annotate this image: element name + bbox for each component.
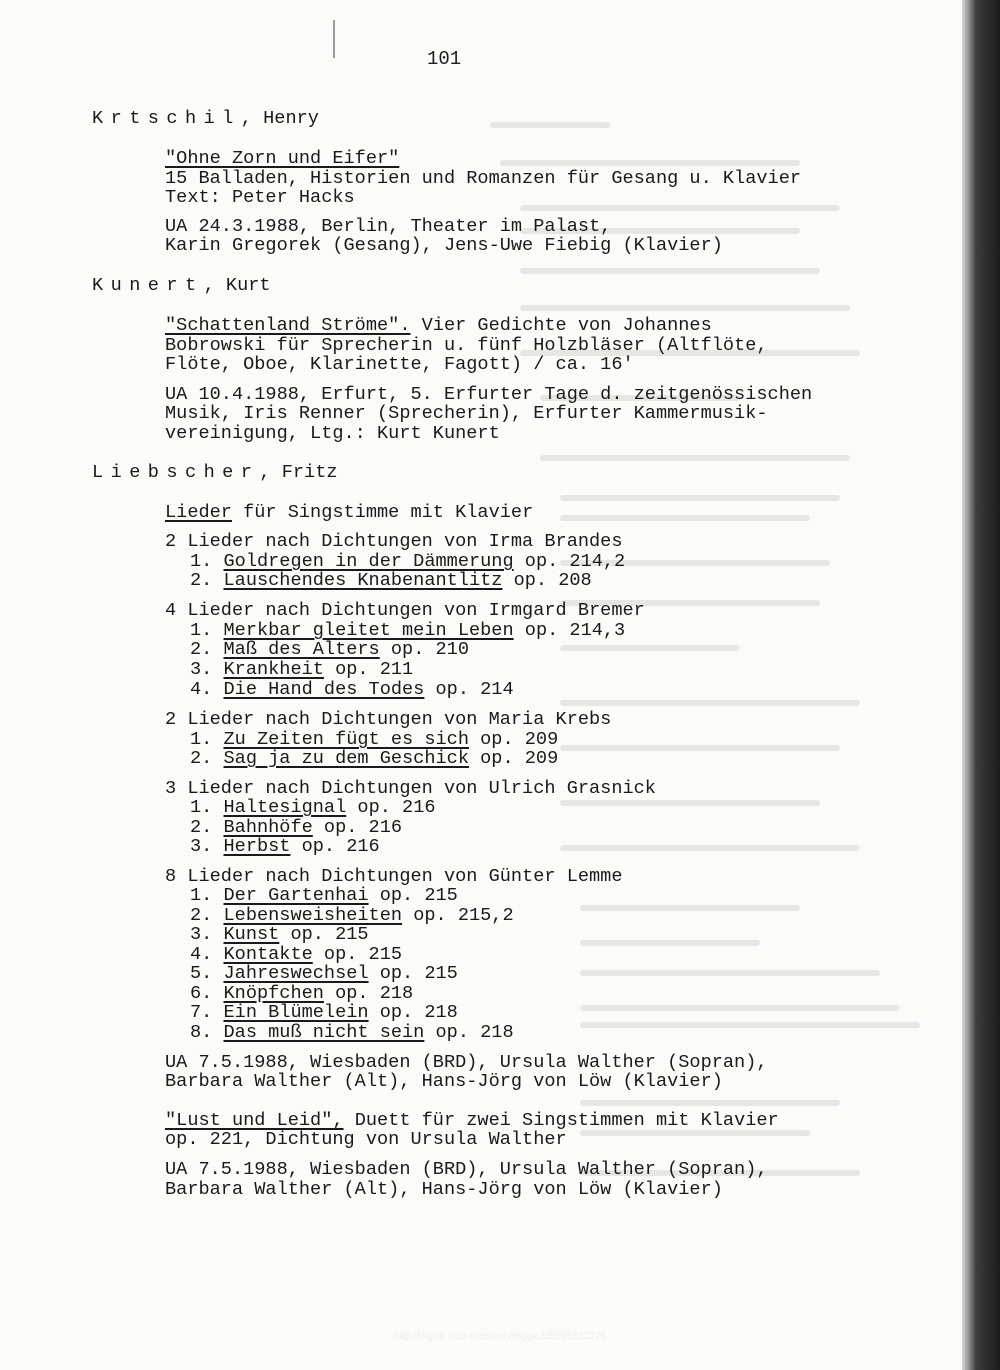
song-title: Das muß nicht sein [223, 1022, 425, 1043]
song-opus: op. 208 [502, 570, 592, 591]
song-opus: op. 210 [379, 639, 469, 660]
page-number: 101 [427, 48, 462, 70]
song-title: Kontakte [223, 944, 313, 965]
song-opus: op. 214,2 [513, 551, 626, 572]
song-number: 6. [190, 983, 213, 1004]
song-title: Lebensweisheiten [223, 905, 403, 926]
song-opus: op. 215 [368, 885, 458, 906]
song-opus: op. 218 [424, 1022, 514, 1043]
song-title: Knöpfchen [223, 983, 324, 1004]
lieder-heading [165, 503, 533, 523]
work-text-credit: Text: Peter Hacks [165, 187, 355, 208]
lieder-title: Lieder [165, 502, 232, 523]
song-opus: op. 218 [323, 983, 414, 1004]
song-opus: op. 215,2 [402, 905, 514, 926]
song-number: 1. [190, 620, 213, 641]
composer-first-name: Fritz [281, 462, 338, 483]
composer-surname: Krtschil [92, 108, 241, 129]
song-title: Ein Blümelein [223, 1002, 369, 1023]
premiere-line: Musik, Iris Renner (Sprecherin), Erfurter Kammermusik- [165, 403, 768, 424]
song-item [190, 906, 514, 926]
premiere-line: Barbara Walther (Alt), Hans-Jörg von Löw (Klavier) [165, 1071, 723, 1092]
song-group-heading: 2 Lieder nach Dichtungen von Irma Brandes [165, 531, 623, 552]
song-title: Kunst [223, 924, 280, 945]
song-number: 2. [190, 748, 213, 769]
work-description: Flöte, Oboe, Klarinette, Fagott) / ca. 16' [165, 354, 634, 375]
premiere-line: UA 24.3.1988, Berlin, Theater im Palast, [165, 216, 612, 237]
song-title: Merkbar gleitet mein Leben [223, 620, 514, 641]
song-item [190, 818, 402, 838]
song-number: 1. [190, 885, 213, 906]
song-group-heading: 3 Lieder nach Dichtungen von Ulrich Grasnick [165, 778, 656, 799]
song-opus: op. 216 [290, 836, 380, 857]
song-group-heading: 2 Lieder nach Dichtungen von Maria Krebs [165, 709, 612, 730]
song-number: 4. [190, 944, 213, 965]
song-item [190, 945, 402, 965]
song-number: 3. [190, 659, 213, 680]
premiere-line: UA 7.5.1988, Wiesbaden (BRD), Ursula Walther (Sopran), [165, 1052, 768, 1073]
song-title: Der Gartenhai [223, 885, 369, 906]
song-opus: op. 209 [468, 748, 559, 769]
song-number: 2. [190, 570, 213, 591]
song-title: Lauschendes Knabenantlitz [223, 570, 503, 591]
song-title: Haltesignal [223, 797, 347, 818]
song-title: Krankheit [223, 659, 324, 680]
song-number: 5. [190, 963, 213, 984]
song-number: 4. [190, 679, 213, 700]
song-item [190, 925, 369, 945]
premiere-line: vereinigung, Ltg.: Kurt Kunert [165, 423, 500, 444]
song-opus: op. 216 [346, 797, 436, 818]
composer-first-name: Kurt [225, 275, 271, 296]
composer-surname: Kunert [92, 275, 204, 296]
composer-name: Kunert, Kurt [92, 275, 271, 296]
song-number: 3. [190, 836, 213, 857]
song-number: 1. [190, 551, 213, 572]
song-opus: op. 216 [312, 817, 403, 838]
work-description: Bobrowski für Sprecherin u. fünf Holzbläser (Altflöte, [165, 335, 768, 356]
composer-first-name: Henry [263, 108, 319, 129]
song-title: Herbst [223, 836, 291, 857]
song-opus: op. 215 [279, 924, 369, 945]
work-title-rest: Vier Gedichte von Johannes [410, 315, 712, 336]
page-fold-mark [333, 20, 335, 58]
song-title: Jahreswechsel [223, 963, 369, 984]
song-item [190, 660, 413, 680]
premiere-line: UA 10.4.1988, Erfurt, 5. Erfurter Tage d. zeitgenössischen [165, 384, 813, 405]
song-item [190, 1003, 458, 1023]
song-item [190, 680, 514, 700]
song-item [190, 984, 413, 1004]
song-opus: op. 214,3 [513, 620, 626, 641]
song-number: 7. [190, 1002, 213, 1023]
song-item [190, 552, 625, 572]
song-title: Sag ja zu dem Geschick [223, 748, 469, 769]
work-title: "Ohne Zorn und Eifer" [165, 148, 400, 169]
song-item [190, 730, 558, 750]
premiere-line: Karin Gregorek (Gesang), Jens-Uwe Fiebig (Klavier) [165, 235, 723, 256]
song-opus: op. 211 [323, 659, 414, 680]
song-number: 8. [190, 1022, 213, 1043]
composer-surname: Liebscher [92, 462, 260, 483]
work-description: 15 Balladen, Historien und Romanzen für Gesang u. Klavier [165, 168, 802, 189]
song-item [190, 1023, 514, 1043]
composer-name: Krtschil, Henry [92, 108, 319, 129]
song-item [190, 571, 592, 591]
song-item [190, 798, 436, 818]
song-opus: op. 214 [424, 679, 514, 700]
song-item [190, 886, 458, 906]
song-number: 2. [190, 817, 213, 838]
song-number: 2. [190, 905, 213, 926]
song-item [190, 749, 558, 769]
lieder-heading-rest: für Singstimme mit Klavier [231, 502, 534, 523]
work-description: op. 221, Dichtung von Ursula Walther [165, 1129, 567, 1150]
work-title: "Lust und Leid", [165, 1110, 344, 1131]
song-title: Goldregen in der Dämmerung [223, 551, 514, 572]
song-opus: op. 215 [368, 963, 458, 984]
song-number: 1. [190, 797, 213, 818]
song-title: Bahnhöfe [223, 817, 313, 838]
song-item [190, 837, 380, 857]
work-title-line [165, 316, 712, 336]
song-opus: op. 209 [468, 729, 559, 750]
song-title: Maß des Alters [223, 639, 380, 660]
song-item [190, 621, 625, 641]
composer-name: Liebscher, Fritz [92, 462, 338, 483]
song-opus: op. 218 [368, 1002, 458, 1023]
song-number: 1. [190, 729, 213, 750]
song-title: Die Hand des Todes [223, 679, 425, 700]
work-title-line [165, 1111, 779, 1131]
book-spine [962, 0, 1000, 1370]
work-title: "Schattenland Ströme". [165, 315, 411, 336]
song-number: 2. [190, 639, 213, 660]
song-item [190, 964, 458, 984]
song-number: 3. [190, 924, 213, 945]
song-title: Zu Zeiten fügt es sich [223, 729, 469, 750]
song-group-heading: 8 Lieder nach Dichtungen von Günter Lemme [165, 866, 623, 887]
song-group-heading: 4 Lieder nach Dichtungen von Irmgard Bremer [165, 600, 645, 621]
source-url-watermark: http://digital.slub-dresden.de/ppn335991822176 [394, 1331, 606, 1342]
song-item [190, 640, 469, 660]
song-opus: op. 215 [312, 944, 403, 965]
work-title-rest: Duett für zwei Singstimmen mit Klavier [343, 1110, 779, 1131]
premiere-line: UA 7.5.1988, Wiesbaden (BRD), Ursula Walther (Sopran), [165, 1159, 768, 1180]
premiere-line: Barbara Walther (Alt), Hans-Jörg von Löw (Klavier) [165, 1179, 723, 1200]
